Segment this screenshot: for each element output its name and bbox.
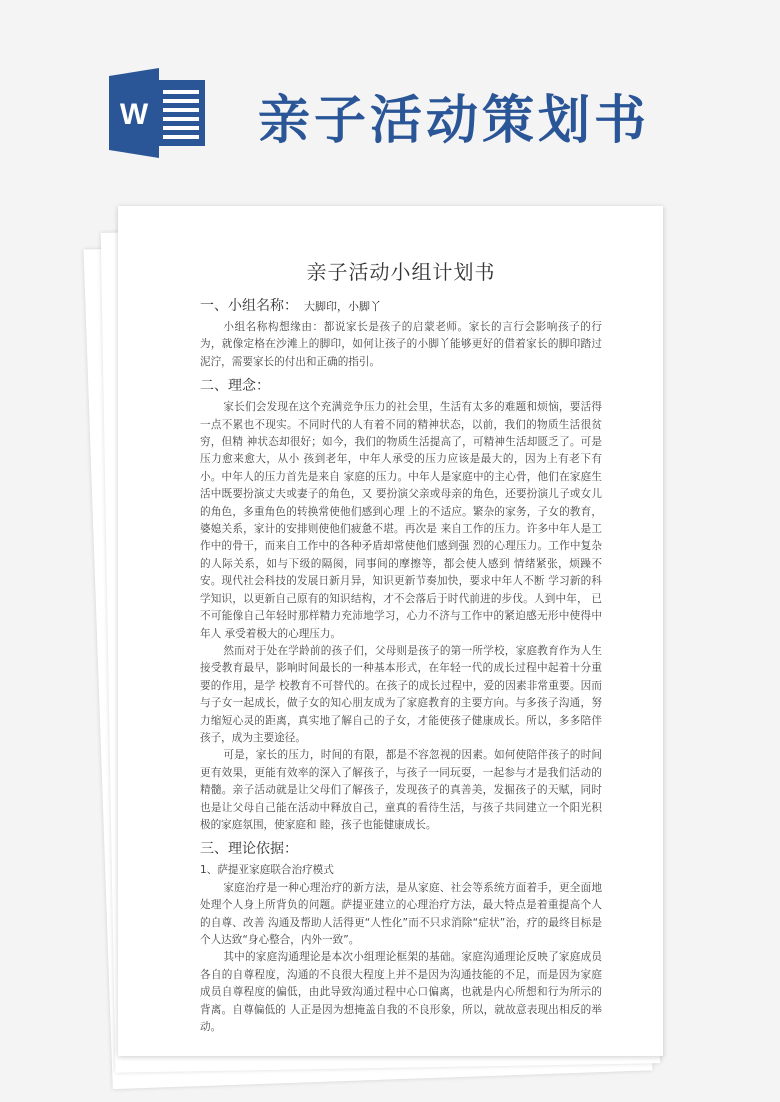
item-title: 1、萨提亚家庭联合治疗模式 [200,864,334,877]
document-title: 亲子活动小组计划书 [306,260,496,284]
document-page [118,206,663,1056]
paragraph: 家长们会发现在这个充满竞争压力的社会里，生活有太多的难题和烦恼，要活得一点不累也不现实。不同时代的人有着不同的精神状态，以前，我们的物质生活很贫穷，但精 神状态却很好；如今，我们的物质生活提高了，可精神生活却匮乏了。可是压力愈来愈大，从小 孩到老年，中年人承受的压力应该是最大的，因为上有老下有小。中年人的压力首先是来自 家庭的压力。中年人是家庭中的主心骨，他们在家庭生活中既要扮演丈夫或妻子的角色，又 要扮演父亲或母亲的角色，还要扮演儿子或女儿的角色，多重角色的转换常使他们感到心理 上的不适应。繁杂的家务，子女的教育，婆媳关系，家计的安排则使他们疲惫不堪。再次是 来自工作的压力。许多中年人是工作中的骨干，而来自工作中的各种矛盾却常使他们感到强 烈的心理压力。工作中复杂的人际关系，如与下级的隔阂，同事间的摩擦等，都会使人感到 情绪紧张，烦躁不安。现代社会科技的发展日新月异，知识更新节奏加快，要求中年人不断 学习新的科学知识，以更新自己原有的知识结构，才不会落后于时代前进的步伐。人到中年， 已不可能像自己年轻时那样精力充沛地学习，心力不济与工作中的紧迫感无形中使得中年人 承受着极大的心理压力。 [200,401,602,640]
section-heading: 二、理念： [200,378,270,395]
banner-title: 亲子活动策划书 [258,90,651,151]
paragraph: 可是，家长的压力，时间的有限，都是不容忽视的因素。如何使陪伴孩子的时间更有效果，更能有效率的深入了解孩子，与孩子一同玩耍，一起参与才是我们活动的精髓。亲子活动就是让父母们了解孩子，发现孩子的真善美，发掘孩子的天赋，同时也是让父母自己能在活动中释放自己，童真的看待生活，与孩子共同建立一个阳光积极的家庭氛围，使家庭和 睦，孩子也能健康成长。 [200,749,602,831]
paragraph: 其中的家庭沟通理论是本次小组理论框架的基础。家庭沟通理论反映了家庭成员各自的自尊程度，沟通的不良很大程度上并不是因为沟通技能的不足，而是因为家庭成员自尊程度的偏低，由此导致沟通过程中心口偏离，也就是内心所想和行为所示的背离。自尊偏低的 人正是因为想掩盖自我的不良形象，所以，就故意表现出相反的举动。 [200,951,602,1034]
word-logo-icon [107,68,207,158]
heading-text: 一、小组名称： [200,298,298,314]
paragraph: 家庭治疗是一种心理治疗的新方法，是从家庭、社会等系统方面着手，更全面地处理个人身上所背负的问题。萨提亚建立的心理治疗方法，最大特点是着重提高个人的自尊、改善 沟通及帮助人活得更“人性化”而不只求消除“症状”治，疗的最终目标是个人达致“身心整合，内外一致”。 [200,881,602,946]
section-heading [200,295,602,315]
svg-text:W: W [119,98,149,131]
paragraph: 然而对于处在学龄前的孩子们，父母则是孩子的第一所学校，家庭教育作为人生接受教育最早，影响时间最长的一种基本形式，在年轻一代的成长过程中起着十分重要的作用，是学 校教育不可替代的。在孩子的成长过程中，爱的因素非常重要。因而与子女一起成长，做子女的知心朋友成为了家庭教育的主要方向。与多孩子沟通，努力缩短心灵的距离，真实地了解自己的子女，才能使孩子健康成长。所以，多多陪伴孩子，成为主要途径。 [200,644,602,744]
paragraph: 小组名称构想缘由：都说家长是孩子的启蒙老师。家长的言行会影响孩子的行为，就像定格在沙滩上的脚印，如何让孩子的小脚丫能够更好的借着家长的脚印踏过泥泞，需要家长的付出和正确的指引。 [200,321,602,368]
group-name: 大脚印，小脚丫 [304,300,381,313]
section-heading: 三、理论依据： [200,841,298,858]
